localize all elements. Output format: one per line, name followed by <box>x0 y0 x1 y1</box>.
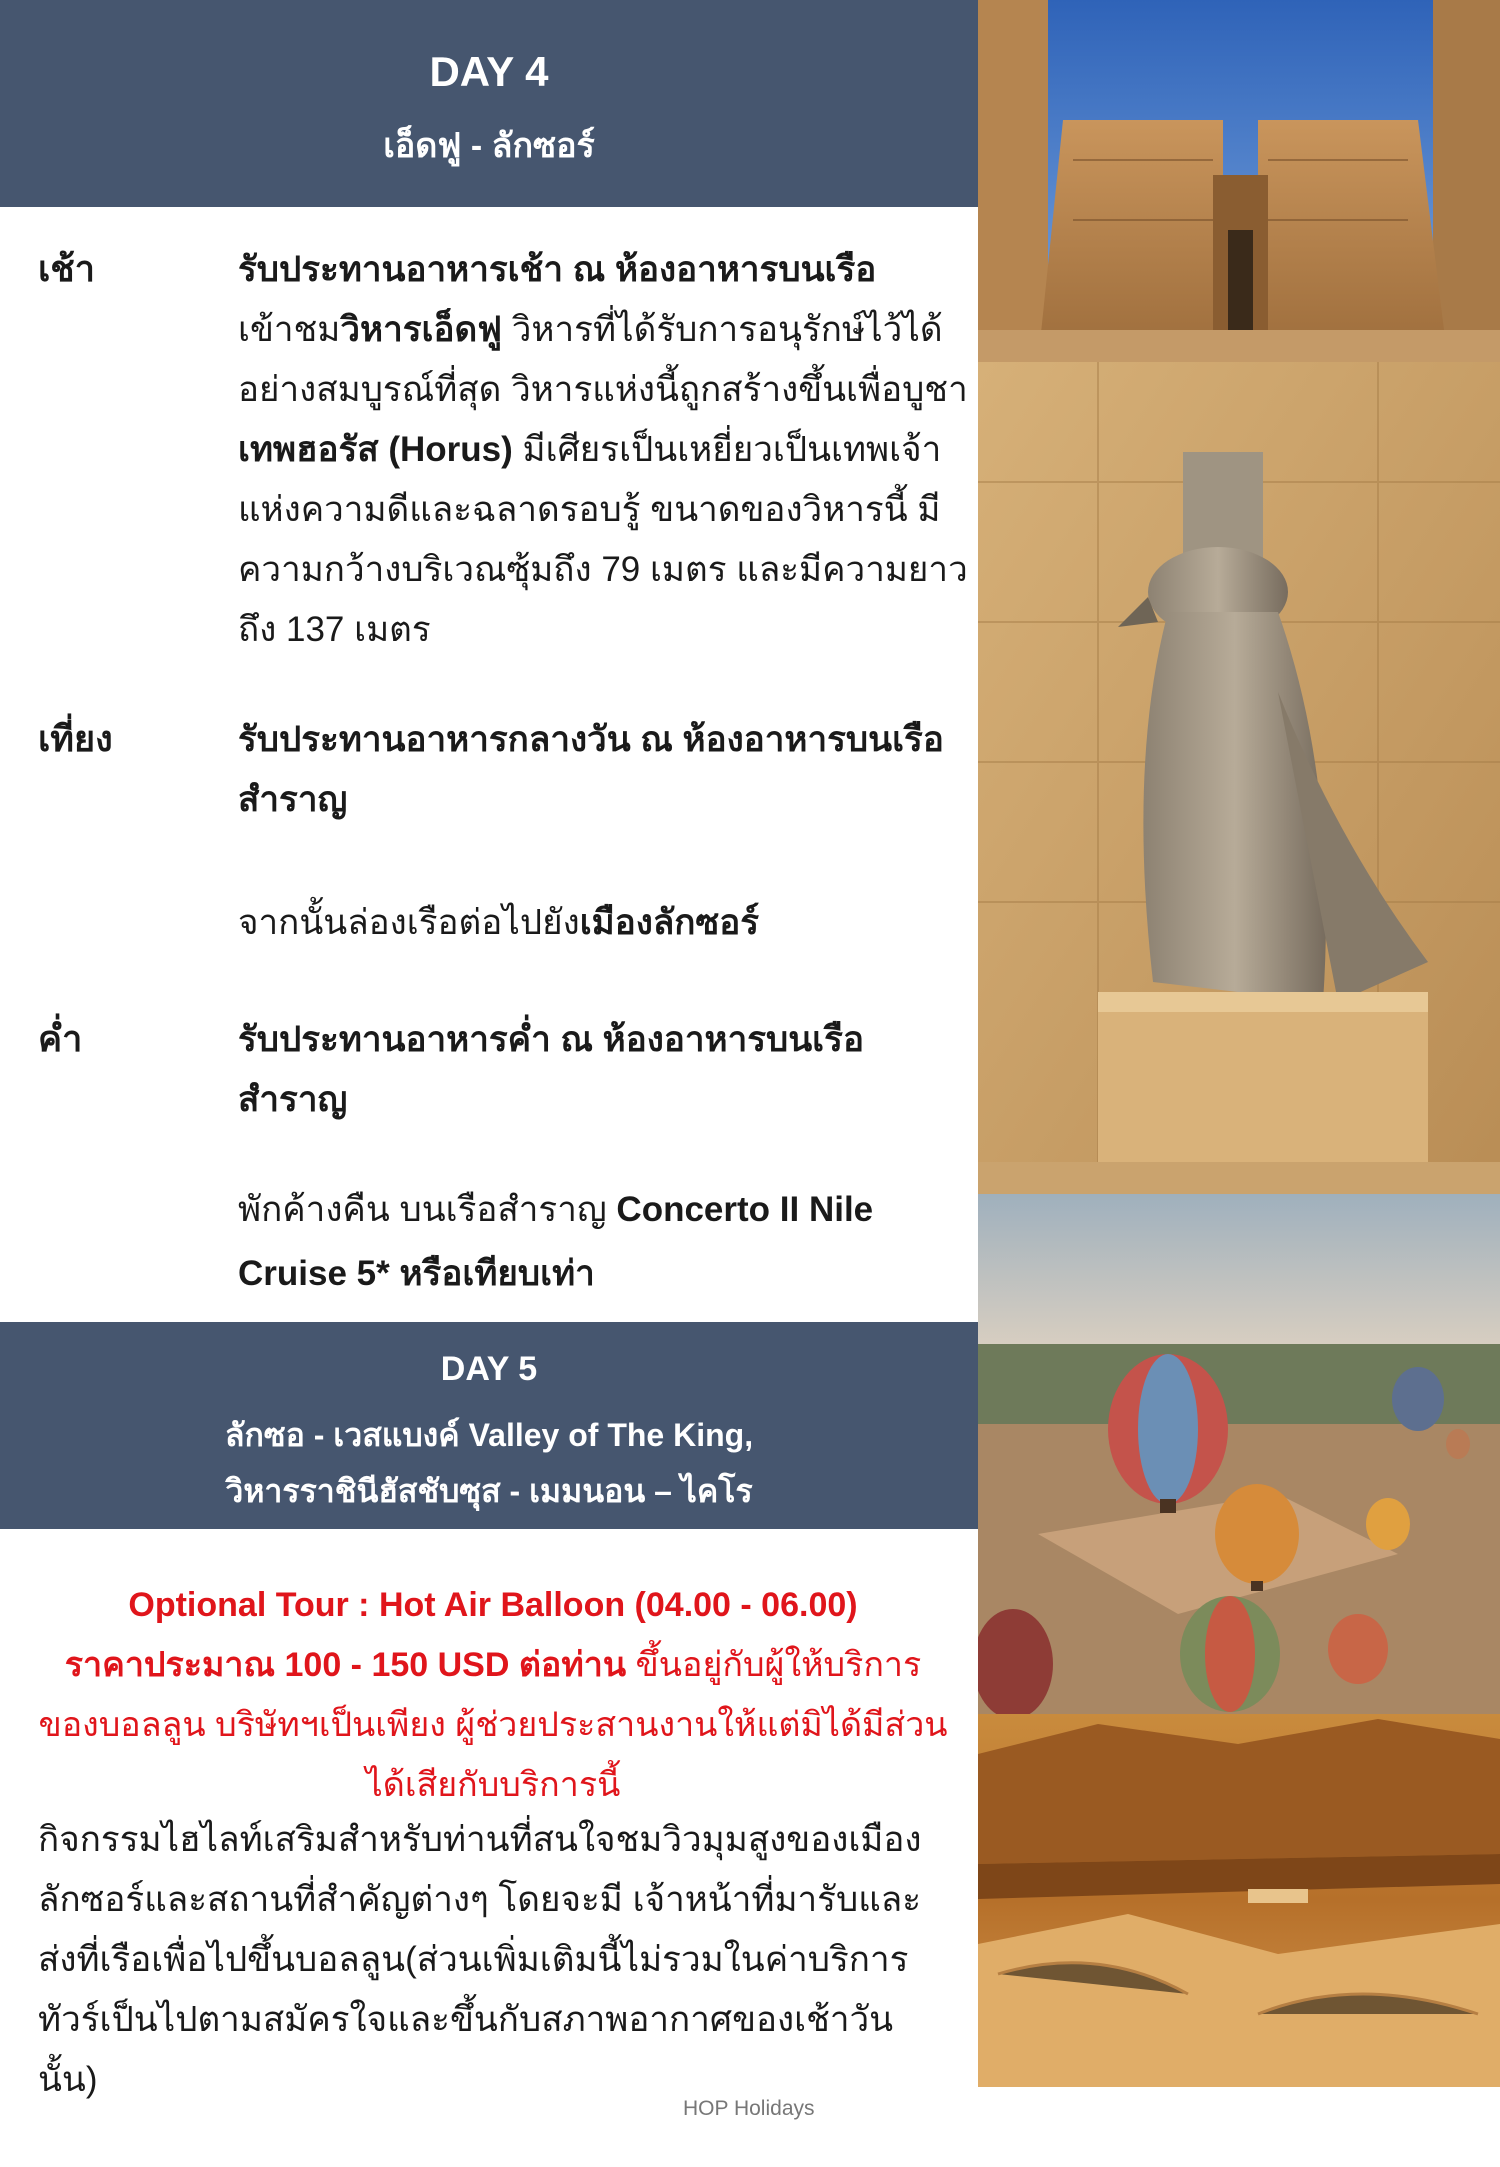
footer-brand: HOP Holidays <box>683 2097 815 2120</box>
day4-title: DAY 4 <box>429 48 549 95</box>
day5-title: DAY 5 <box>440 1350 538 1388</box>
optional-title: Optional Tour : Hot Air Balloon (04.00 - 06.00) <box>128 1586 858 1624</box>
optional-price: ราคาประมาณ 100 - 150 USD ต่อท่าน <box>64 1646 627 1684</box>
edfu-description: เข้าชมวิหารเอ็ดฟู วิหารที่ได้รับการอนุรักษ์ไว้ได้อย่างสมบูรณ์ที่สุด วิหารแห่งนี้ถูกสร้างขึ้นเพื่อบูชา เทพฮอรัส (Horus) มีเศียรเป็นเหยี่ยวเป็นเทพเจ้าแห่งความดีและฉลาดรอบรู้ ขนาดของวิหารนี้ มีความกว้างบริเวณซุ้มถึง 79 เมตร และมีความยาวถึง 137 เมตร <box>238 310 968 649</box>
breakfast-label: เช้า <box>38 248 95 289</box>
day4-route: เอ็ดฟู - ลักซอร์ <box>383 127 595 165</box>
dinner-text: รับประทานอาหารค่ำ ณ ห้องอาหารบนเรือสำราญ <box>238 1020 864 1119</box>
horus-statue-photo <box>978 362 1500 1194</box>
cruise-name: Concerto II Nile Cruise 5* <box>238 1190 874 1293</box>
activity-description: กิจกรรมไฮไลท์เสริมสำหรับท่านที่สนใจชมวิวมุมสูงของเมืองลักซอร์และสถานที่สำคัญต่างๆ โดยจะมี เจ้าหน้าที่มารับและส่งที่เรือเพื่อไปขึ้นบอลลูน(ส่วนเพิ่มเติมนี้ไม่รวมในค่าบริการทัวร์เป็นไปตามสมัครใจและขึ้นกับสภาพอากาศของเช้าวันนั้น) <box>38 1820 922 2099</box>
optional-tour <box>38 1575 948 1815</box>
breakfast-text <box>238 240 968 660</box>
hot-air-balloon-photo <box>978 1194 1500 1714</box>
overnight-note: พักค้างคืน บนเรือสำราญ Concerto II Nile Cruise 5* หรือเทียบเท่า <box>238 1190 874 1293</box>
edfu-temple-photo <box>978 0 1500 362</box>
luxor-city: เมืองลักซอร์ <box>579 903 760 942</box>
optional-price-note: ราคาประมาณ 100 - 150 USD ต่อท่าน ขึ้นอยู่กับผู้ให้บริการของบอลลูน บริษัทฯเป็นเพียง ผู้ช่วยประสานงานให้แต่มิได้มีส่วนได้เสียกับบริการนี้ <box>38 1646 948 1804</box>
dinner-label: ค่ำ <box>38 1018 83 1059</box>
edfu-temple-name: วิหารเอ็ดฟู <box>340 310 503 349</box>
breakfast-line: รับประทานอาหารเช้า ณ ห้องอาหารบนเรือ <box>238 250 877 289</box>
day5-route-line2: วิหารราชินีฮัสชับซุส - เมมนอน – ไคโร <box>225 1473 753 1509</box>
day5-route-line1: ลักซอ - เวสแบงค์ Valley of The King, <box>224 1417 754 1453</box>
lunch-note: จากนั้นล่องเรือต่อไปยังเมืองลักซอร์ <box>238 903 760 942</box>
day5-header <box>0 1322 978 1529</box>
horus-name: เทพฮอรัส (Horus) <box>238 430 513 469</box>
day4-header <box>0 0 978 207</box>
lunch-text: รับประทานอาหารกลางวัน ณ ห้องอาหารบนเรือสำราญ <box>238 720 944 819</box>
lunch-label: เที่ยง <box>38 718 113 759</box>
desert-valley-photo <box>978 1714 1500 2087</box>
